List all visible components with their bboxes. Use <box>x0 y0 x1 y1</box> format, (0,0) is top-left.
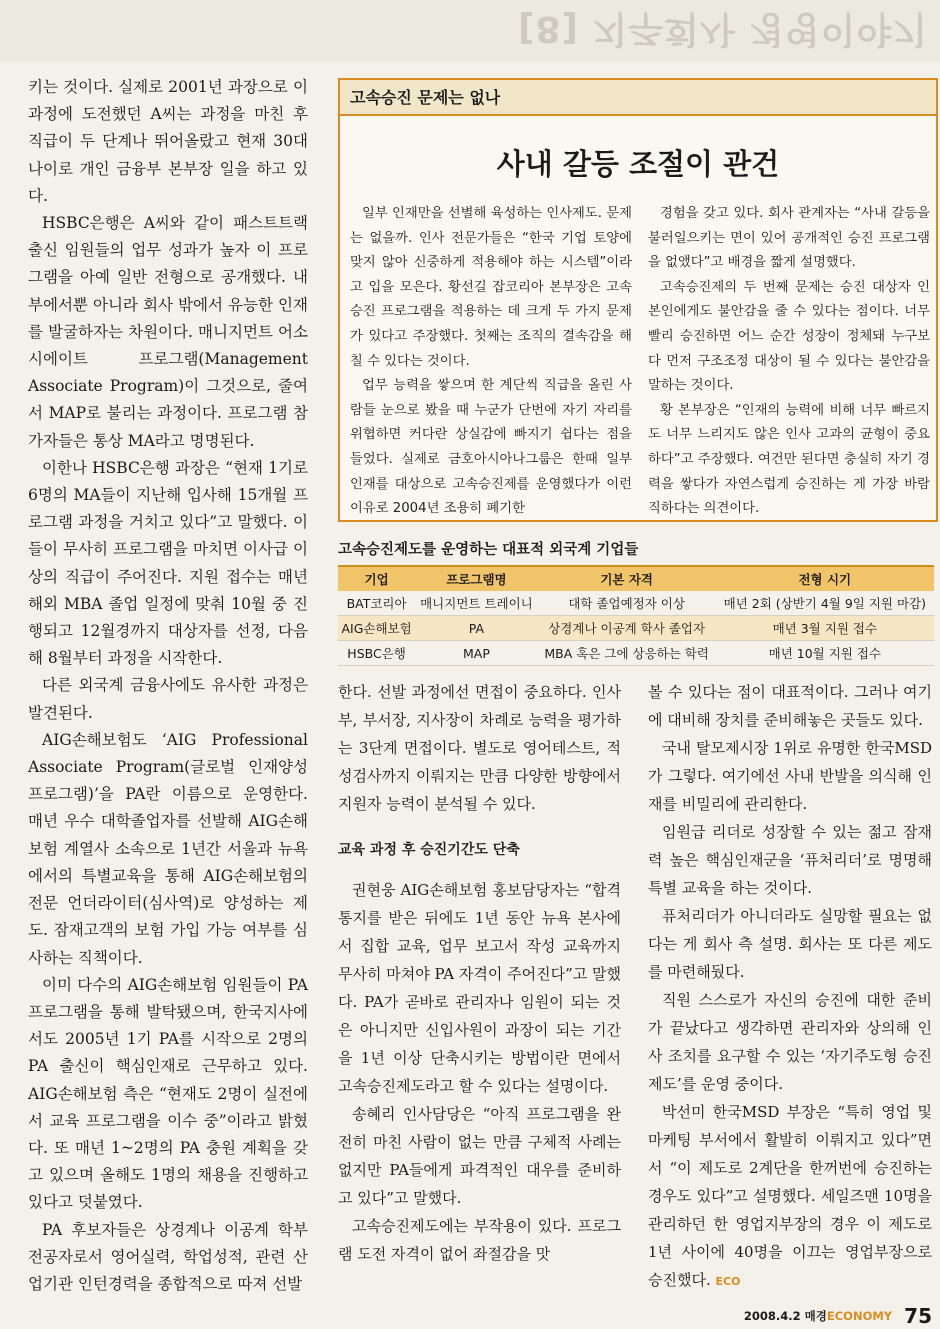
footer-brand: ECONOMY <box>826 1309 893 1323</box>
table-title: 고속승진제도를 운영하는 대표적 외국계 기업들 <box>338 542 639 558</box>
company-table-section <box>338 538 934 666</box>
footer-brand-prefix: 매경 <box>804 1309 827 1323</box>
right-paragraph <box>648 1098 932 1296</box>
right-paragraph: 볼 수 있다는 점이 대표적이다. 그러나 여기에 대비해 장치를 준비해놓은 곳들도 있다. <box>648 683 932 729</box>
table-cell: 대학 졸업예정자 이상 <box>538 591 716 616</box>
table-header-cell: 기본 자격 <box>538 566 716 591</box>
table-header-cell: 기업 <box>338 566 415 591</box>
box-paragraph: 경험을 갖고 있다. 회사 관계자는 “사내 갈등을 불러일으키는 면이 있어 공개적인 승진 프로그램을 없앴다”고 배경을 짧게 설명했다. <box>648 206 930 271</box>
table-row <box>338 641 934 666</box>
box-right-column <box>648 202 930 522</box>
middle-column <box>338 678 621 1268</box>
left-paragraph: PA 후보자들은 상경계나 이공계 학부 전공자로서 영어실력, 학업성적, 관련 산업기관 인턴경력을 종합적으로 따져 선발 <box>28 1220 308 1293</box>
box-paragraph: 일부 인재만을 선별해 육성하는 인사제도. 문제는 없을까. 인사 전문가들은 “한국 기업 토양에 맞지 않아 신중하게 적용해야 하는 시스템”이라고 입을 모은다. 황선길 잡코리아 본부장은 고속승진 프로그램을 적용하는 데 크게 두 가지 문제가 있다고 주장했다. 첫째는 조직의 결속감을 해칠 수 있다는 것이다. <box>350 206 632 369</box>
table-cell: 매니지먼트 트레이니 <box>415 591 538 616</box>
end-mark: ECO <box>715 1275 741 1288</box>
middle-paragraph: 고속승진제도에는 부작용이 있다. 프로그램 도전 자격이 없어 좌절감을 맛 <box>338 1217 621 1263</box>
left-paragraph: 다른 외국계 금융사에도 유사한 과정은 발견된다. <box>28 676 308 722</box>
series-title: [8] 지주회사 경영이야기 <box>517 8 928 49</box>
company-table <box>338 565 934 666</box>
left-paragraph: 키는 것이다. 실제로 2001년 과장으로 이 과정에 도전했던 A씨는 과정을 마친 후 직급이 두 단계나 뛰어올랐고 현재 30대 나이로 개인 금융부 본부장 일을 하고 있다. <box>28 78 308 205</box>
left-paragraph: 이한나 HSBC은행 과장은 “현재 1기로 6명의 MA들이 지난해 입사해 15개월 프로그램 과정을 거치고 있다”고 말했다. 이들이 무사히 프로그램을 마치면 이사급 이상의 직급이 주어진다. 지원 접수는 매년 해외 MBA 졸업 일정에 맞춰 10월 중 진행되고 12월경까지 대상자를 선정, 다음해 8월부터 과정을 시작한다. <box>28 458 308 668</box>
page-number: 75 <box>904 1304 932 1328</box>
box-paragraph: 업무 능력을 쌓으며 한 계단씩 직급을 올린 사람들 눈으로 봤을 때 누군가 단번에 자기 자리를 위협하면 커다란 상실감에 빠지기 쉽다는 점을 들었다. 실제로 금호아시아나그룹은 한때 일부 인재를 대상으로 고속승진제를 운영했다가 이런 이유로 2004년 조용히 폐기한 <box>350 378 632 517</box>
table-header-row <box>338 566 934 591</box>
table-cell: PA <box>415 616 538 641</box>
middle-paragraph: 한다. 선발 과정에선 면접이 중요하다. 인사부, 부서장, 지사장이 차례로 능력을 평가하는 3단계 면접이다. 별도로 영어테스트, 적성검사까지 이뤄지는 만큼 다양한 방향에서 지원자 능력이 분석될 수 있다. <box>338 683 621 813</box>
table-cell: MBA 혹은 그에 상응하는 학력 <box>538 641 716 666</box>
table-cell: 상경계나 이공계 학사 졸업자 <box>538 616 716 641</box>
right-paragraph: 직원 스스로가 자신의 승진에 대한 준비가 끝났다고 생각하면 관리자와 상의해 인사 조치를 요구할 수 있는 ‘자기주도형 승진제도’를 운영 중이다. <box>648 991 932 1093</box>
table-cell: 매년 2회 (상반기 4월 9일 지원 마감) <box>716 591 934 616</box>
table-cell: HSBC은행 <box>338 641 415 666</box>
sidebar-box <box>338 78 938 522</box>
right-paragraph: 국내 탈모제시장 1위로 유명한 한국MSD가 그렇다. 여기에선 사내 반발을 의식해 인재를 비밀리에 관리한다. <box>648 739 932 813</box>
table-cell: AIG손해보험 <box>338 616 415 641</box>
table-cell: MAP <box>415 641 538 666</box>
table-row <box>338 616 934 641</box>
table-cell: BAT코리아 <box>338 591 415 616</box>
left-paragraph: AIG손해보험도 ‘AIG Professional Associate Program(글로벌 인재양성 프로그램)’을 PA란 이름으로 운영한다. 매년 우수 대학졸업자를 선발해 AIG손해보험 계열사 소속으로 1년간 서울과 뉴욕에서의 특별교육을 통해 AIG손해보험의 전문 언더라이터(심사역)로 양성하는 제도. 잠재고객의 보험 가입 가능 여부를 심사하는 직책이다. <box>28 730 308 967</box>
right-paragraph-text: 박선미 한국MSD 부장은 “특히 영업 및 마케팅 부서에서 활발히 이뤄지고 있다”면서 “이 제도로 2계단을 한꺼번에 승진하는 경우도 있다”고 설명했다. 세일즈맨 10명을 관리하던 한 영업지부장의 경우 이 제도로 1년 사이에 40명을 이끄는 영업부장으로 승진했다. <box>648 1103 932 1289</box>
middle-paragraph: 권현웅 AIG손해보험 홍보담당자는 “합격통지를 받은 뒤에도 1년 동안 뉴욕 본사에서 집합 교육, 업무 보고서 작성 교육까지 무사히 마쳐야 PA 자격이 주어진다”고 말했다. PA가 곧바로 관리자나 임원이 되는 것은 아니지만 신입사원이 과장이 되는 기간을 1년 이상 단축시키는 방법이란 면에서 고속승진제도라고 할 수 있다는 설명이다. <box>338 881 621 1095</box>
page-footer <box>744 1304 932 1328</box>
box-paragraph: 고속승진제의 두 번째 문제는 승진 대상자 인 본인에게도 불안감을 줄 수 있다는 점이다. 너무 빨리 승진하면 어느 순간 성장이 정체돼 누구보다 먼저 구조조정 대상이 될 수 있다는 불안감을 말하는 것이다. <box>648 279 930 394</box>
box-label: 고속승진 문제는 없나 <box>340 80 936 116</box>
left-paragraph: 이미 다수의 AIG손해보험 임원들이 PA 프로그램을 통해 발탁됐으며, 한국지사에서도 2005년 1기 PA를 시작으로 2명의 PA 출신이 핵심인재로 근무하고 있다. AIG손해보험 측은 “현재도 2명이 실전에서 교육 프로그램을 이수 중”이라고 밝혔다. 또 매년 1~2명의 PA 충원 계획을 갖고 있으며 올해도 1명의 채용을 진행하고 있다고 덧붙였다. <box>28 975 308 1212</box>
right-paragraph: 퓨처리더가 아니더라도 실망할 필요는 없다는 게 회사 측 설명. 회사는 또 다른 제도를 마련해뒀다. <box>648 907 932 981</box>
table-row <box>338 591 934 616</box>
middle-paragraph: 송혜리 인사담당은 “아직 프로그램을 완전히 마친 사람이 없는 만큼 구체적 사례는 없지만 PA들에게 파격적인 대우를 준비하고 있다”고 말했다. <box>338 1105 621 1207</box>
box-title: 사내 갈등 조절이 관건 <box>496 147 780 181</box>
box-left-column <box>350 202 632 522</box>
left-paragraph: HSBC은행은 A씨와 같이 패스트트랙 출신 임원들의 업무 성과가 높자 이 프로그램을 아예 일반 전형으로 공개했다. 내부에서뿐 아니라 회사 밖에서 유능한 인재를 발굴하자는 차원이다. 매니지먼트 어소시에이트 프로그램(Management Associate Program)이 그것으로, 줄여서 MAP로 불리는 과정이다. 프로그램 참가자들은 통상 MA라고 명명된다. <box>28 214 308 450</box>
table-cell: 매년 10월 지원 접수 <box>716 641 934 666</box>
right-column <box>648 678 932 1296</box>
right-paragraph: 임원급 리더로 성장할 수 있는 젊고 잠재력 높은 핵심인재군을 ‘퓨처리더’로 명명해 특별 교육을 하는 것이다. <box>648 823 932 897</box>
box-paragraph: 황 본부장은 “인재의 능력에 비해 너무 빠르지도 너무 느리지도 않은 인사 고과의 균형이 중요하다”고 주장했다. 여건만 된다면 충실히 자기 경력을 쌓다가 자연스럽게 승진하는 게 가장 바람직하다는 의견이다. <box>648 402 930 517</box>
table-header-cell: 전형 시기 <box>716 566 934 591</box>
header-band <box>0 0 940 62</box>
footer-date: 2008.4.2 <box>743 1309 801 1323</box>
section-subhead: 교육 과정 후 승진기간도 단축 <box>338 842 520 858</box>
table-cell: 매년 3월 지원 접수 <box>716 616 934 641</box>
left-column <box>28 74 308 1298</box>
table-header-cell: 프로그램명 <box>415 566 538 591</box>
